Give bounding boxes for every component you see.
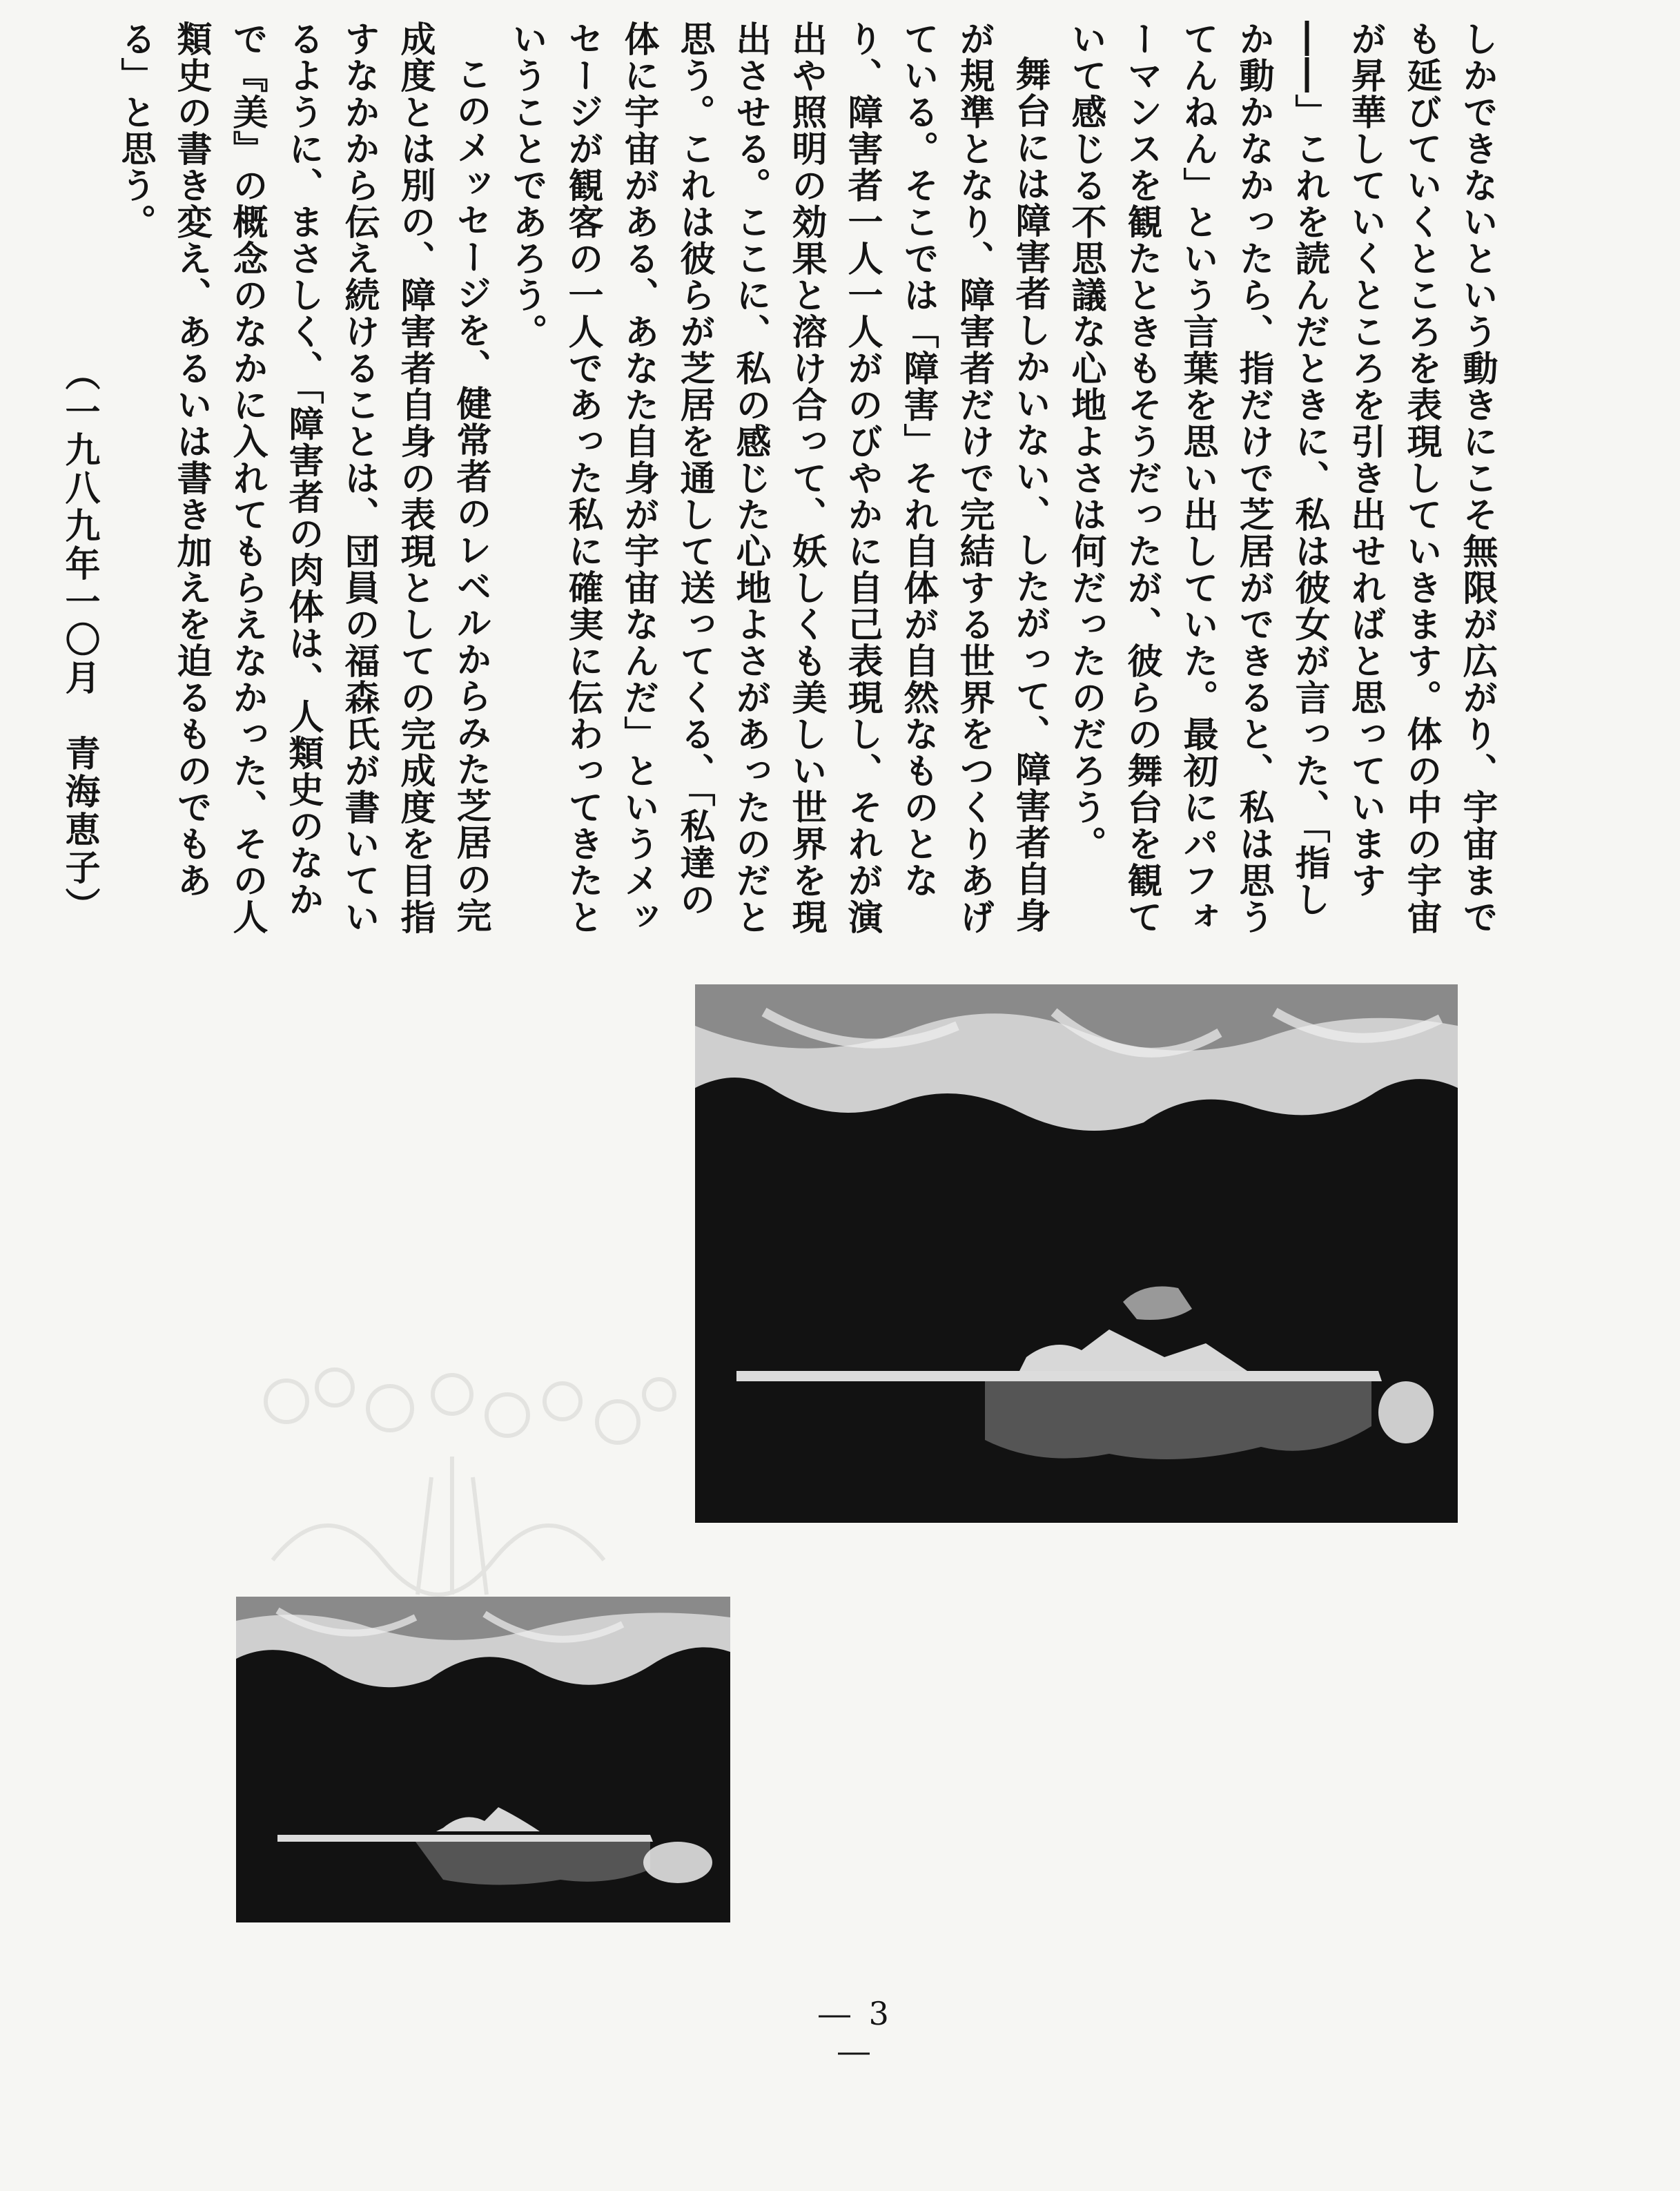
paragraph-2: 舞台には障害者しかいない、したがって、障害者自身が規準となり、障害者だけで完結する世界をつくりあげている。そこでは「障害」それ自体が自然なものとなり、障害者一人一人がのびやかに自己表現し、それが演出や照明の効果と溶け合って、妖しくも美しい世界を現出させる。ここに、私の感じた心地よさがあったのだと思う。これは彼らが芝居を通して送ってくる、「私達の体に宇宙がある、あなた自身が宇宙なんだ」というメッセージが観客の一人であった私に確実に伝わってきたということであろう。: [506, 21, 1051, 935]
article-body: [59, 21, 1505, 939]
signature-date: （一九八九年一〇月 青海恵子）: [59, 356, 100, 925]
paragraph-1: しかできないという動きにこそ無限が広がり、宇宙までも延びていくところを表現していきます。体の中の宇宙が昇華していくところを引き出せればと思っています――」これを読んだときに、私は彼女が言った、「指しか動かなかったら、指だけで芝居ができると、私は思うてんねん」という言葉を思い出していた。最初にパフォーマンスを観たときもそうだったが、彼らの舞台を観ていて感じる不思議な心地よさは何だったのだろう。: [1065, 21, 1498, 935]
stage-photo-small: [236, 1597, 730, 1922]
page-number: ― 3 ―: [819, 1995, 893, 2070]
paragraph-3: このメッセージを、健常者のレベルからみた芝居の完成度とは別の、障害者自身の表現としての完成度を目指すなかから伝え続けることは、団員の福森氏が書いているように、まさしく、「障害者の肉体は、人類史のなかで『美』の概念のなかに入れてもらえなかった、その人類史の書き変え、あるいは書き加えを迫るものでもある」と思う。: [115, 21, 491, 935]
stage-photo-large: [695, 984, 1458, 1523]
faint-floral-watermark: [245, 1353, 687, 1601]
